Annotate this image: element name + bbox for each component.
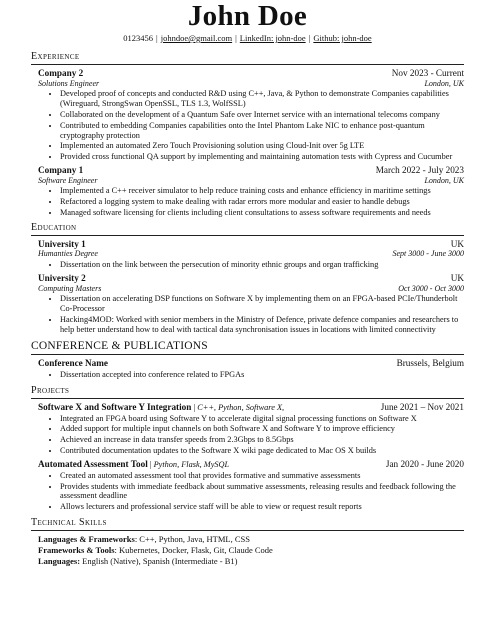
- project-entry: Automated Assessment Tool | Python, Flask, MySQL Jan 2020 - June 2020 • Created an automated assessment tool that provides formative and summative assessments • Provides students with immediate feedback about summative assessments, releasing results and feedback following the assessment deadline • Allows lecturers and professional service staff will be able to view or request result reports: [38, 459, 464, 512]
- school-entry: [38, 239, 464, 270]
- bullet-item: • Developed proof of concepts and conducted R&D using C++, Java, & Python to demonstrate Companies capabilities (Wireguard, StrongSwan OpenSSL, TLS 1.3, WolfSSL): [60, 89, 464, 109]
- separator: |: [235, 33, 237, 43]
- conference-location: Brussels, Belgium: [396, 358, 464, 369]
- skill-label: Languages & Frameworks: [38, 533, 135, 544]
- skill-value: : C++, Python, Java, HTML, CSS: [134, 533, 250, 544]
- bullet-item: • Provides students with immediate feedback about summative assessments, releasing results and feedback following the assessment deadline: [60, 482, 464, 502]
- bullet-item: • Refactored a logging system to make dealing with radar errors more modular and easier to handle debugs: [60, 197, 464, 207]
- bullet-list: [38, 414, 464, 456]
- skill-value: : Kubernetes, Docker, Flask, Git, Claude Code: [114, 545, 273, 556]
- bullet-item: • Dissertation on the link between the persecution of minority ethnic groups and organ trafficking: [60, 260, 464, 270]
- bullet-list: [38, 186, 464, 217]
- school-name: University 1: [38, 238, 86, 249]
- bullet-list: [38, 294, 464, 335]
- job-location: London, UK: [424, 78, 464, 88]
- job-entry: [38, 68, 464, 162]
- skills-list: [38, 534, 464, 567]
- school-dates: Oct 3000 - Oct 3000: [398, 283, 464, 293]
- experience-section: [31, 51, 464, 218]
- separator: |: [156, 33, 158, 43]
- section-title: Education: [31, 222, 464, 236]
- bullet-item: • Contributed documentation updates to the Software X wiki page dedicated to Mac OS X builds: [60, 446, 464, 456]
- conference-section: [31, 340, 464, 380]
- phone-text: 0123456: [123, 33, 154, 43]
- skill-label: Frameworks & Tools: [38, 545, 115, 556]
- project-dates: Jan 2020 - June 2020: [385, 458, 464, 469]
- section-title: Experience: [31, 51, 464, 65]
- school-location: UK: [450, 272, 464, 283]
- school-entry: [38, 273, 464, 335]
- bullet-item: • Achieved an increase in data transfer speeds from 2.3Gbps to 8.5Gbps: [60, 435, 464, 445]
- project-entry: Software X and Software Y Integration | C++, Python, Software X, June 2021 – Nov 2021 • Integrated an FPGA board using Software Y to accelerate digital signal processing functions on Software X • Added support for multiple input channels on both Software X and Software Y to improve efficiency • Achieved an increase in data transfer speeds from 2.3Gbps to 8.5Gbps • Contributed documentation updates to the Software X wiki page dedicated to Mac OS X builds: [38, 402, 464, 456]
- project-tech: C++, Python, Software X,: [197, 402, 285, 412]
- bullet-item: • Dissertation on accelerating DSP functions on Software X by implementing them on an FPGA-based PCIe/Thunderbolt Co-Processor: [60, 294, 464, 314]
- school-dates: Sept 3000 - June 3000: [392, 249, 464, 259]
- job-role: Software Engineer: [38, 175, 98, 185]
- project-dates: June 2021 – Nov 2021: [380, 401, 464, 412]
- skill-row: [38, 545, 464, 556]
- bullet-item: • Integrated an FPGA board using Software Y to accelerate digital signal processing functions on Software X: [60, 414, 464, 424]
- company-name: Company 2: [38, 67, 84, 78]
- company-name: Company 1: [38, 164, 84, 175]
- projects-section: [31, 385, 464, 512]
- project-name: Automated Assessment Tool: [38, 458, 148, 469]
- bullet-item: • Created an automated assessment tool that provides formative and summative assessments: [60, 471, 464, 481]
- conference-entry: [38, 358, 464, 380]
- resume-name: John Doe: [187, 0, 308, 32]
- job-dates: Nov 2023 - Current: [391, 67, 464, 78]
- school-name: University 2: [38, 272, 86, 283]
- job-dates: March 2022 - July 2023: [375, 164, 464, 175]
- section-title: Technical Skills: [31, 517, 464, 531]
- section-title: Projects: [31, 385, 464, 399]
- email-link[interactable]: johndoe@gmail.com: [160, 33, 233, 43]
- skill-row: [38, 556, 464, 567]
- bullet-item: • Managed software licensing for clients including client consultations to assess software requirements and needs: [60, 208, 464, 218]
- bullet-item: • Added support for multiple input channels on both Software X and Software Y to improve efficiency: [60, 424, 464, 434]
- degree-name: Humanties Degree: [38, 249, 98, 259]
- school-location: UK: [450, 238, 464, 249]
- linkedin-link[interactable]: LinkedIn: john-doe: [239, 33, 306, 43]
- bullet-item: • Allows lecturers and professional service staff will be able to view or request result reports: [60, 502, 464, 512]
- job-role: Solutions Engineer: [38, 78, 100, 88]
- separator: |: [308, 33, 311, 43]
- education-section: [31, 222, 464, 335]
- skill-label: Languages:: [38, 556, 81, 567]
- bullet-item: • Hacking4MOD: Worked with senior members in the Ministry of Defence, private defence companies and researchers to help better understand how to deal with tactical data synchronisation issues in locations with limited connectivity: [60, 315, 464, 335]
- job-location: London, UK: [424, 175, 464, 185]
- skill-value: English (Native), Spanish (Intermediate - B1): [80, 556, 238, 567]
- bullet-item: • Provided cross functional QA support by implementing and maintaining automation tests with Cypress and Cucumber: [60, 152, 464, 162]
- bullet-item: • Collaborated on the development of a Quantum Safe over Internet service with an international telecoms company: [60, 110, 464, 120]
- bullet-item: • Dissertation accepted into conference related to FPGAs: [60, 370, 464, 380]
- bullet-list: [38, 471, 464, 512]
- job-entry: [38, 165, 464, 218]
- degree-name: Computing Masters: [38, 283, 102, 293]
- section-title: CONFERENCE & PUBLICATIONS: [31, 340, 464, 356]
- bullet-item: • Implemented an automated Zero Touch Provisioning solution using Cloud-Init over 5g LTE: [60, 141, 464, 151]
- contact-line: [31, 33, 464, 43]
- github-link[interactable]: Github: john-doe: [313, 33, 372, 43]
- bullet-list: [38, 89, 464, 162]
- bullet-item: • Implemented a C++ receiver simulator to help reduce training costs and enhance efficiency in maritime settings: [60, 186, 464, 196]
- project-name: Software X and Software Y Integration: [38, 401, 192, 412]
- bullet-item: • Contributed to embedding Companies capabilities onto the Intel Phantom Lake NIC to enhance post-quantum cryptography protection: [60, 121, 464, 141]
- bullet-list: [38, 370, 464, 380]
- conference-name: Conference Name: [38, 358, 108, 369]
- skills-section: [31, 517, 464, 567]
- skill-row: [38, 534, 464, 545]
- project-tech: Python, Flask, MySQL: [153, 459, 230, 469]
- bullet-list: [38, 260, 464, 270]
